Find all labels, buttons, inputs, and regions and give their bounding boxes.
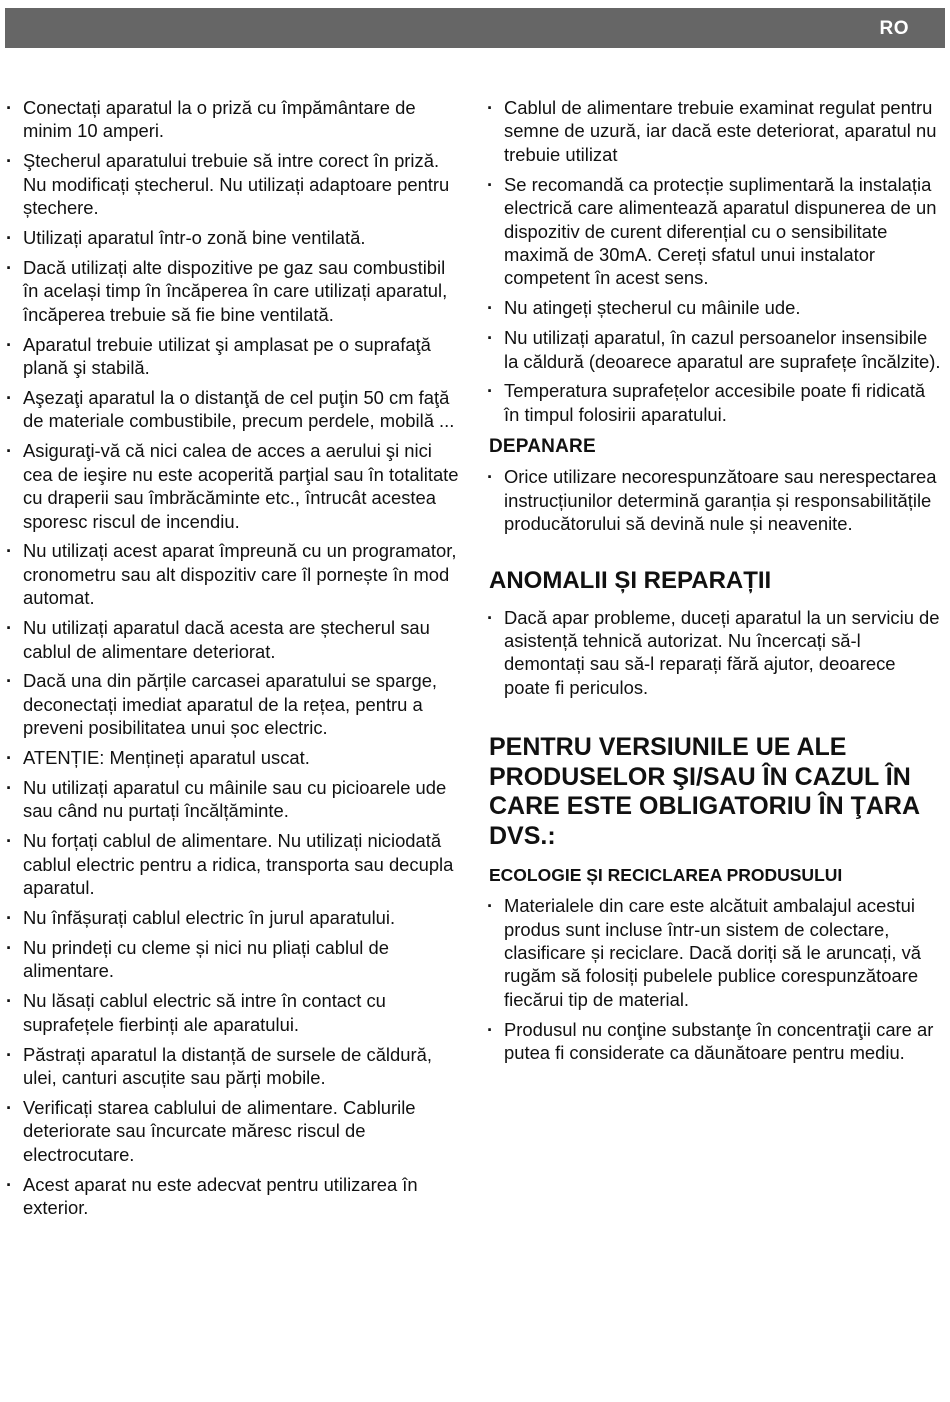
list-item: · Nu înfășurați cablul electric în jurul aparatului.	[6, 906, 462, 929]
list-item: · Temperatura suprafețelor accesibile poate fi ridicată în timpul folosirii aparatului.	[487, 379, 943, 426]
list-item: · Cablul de alimentare trebuie examinat regulat pentru semne de uzură, iar dacă este deteriorat, aparatul nu trebuie utilizat	[487, 96, 943, 166]
list-item: · Nu prindeți cu cleme și nici nu pliați cablul de alimentare.	[6, 936, 462, 983]
list-item: · Nu utilizați aparatul cu mâinile sau cu picioarele ude sau când nu purtați încălțăminte.	[6, 776, 462, 823]
anomalii-list	[487, 606, 943, 700]
list-item: · Nu lăsați cablul electric să intre în contact cu suprafețele fierbinți ale aparatului.	[6, 989, 462, 1036]
list-item: · Ştecherul aparatului trebuie să intre corect în priză. Nu modificați ștecherul. Nu utilizați adaptoare pentru ștechere.	[6, 149, 462, 219]
list-item: · Dacă utilizați alte dispozitive pe gaz sau combustibil în același timp în încăperea în care utilizați aparatul, încăperea trebuie să fie bine ventilată.	[6, 256, 462, 326]
ecologie-heading: ECOLOGIE ȘI RECICLAREA PRODUSULUI	[489, 865, 843, 886]
header-bar	[5, 8, 945, 48]
list-item: · Aşezaţi aparatul la o distanţă de cel puţin 50 cm faţă de materiale combustibile, precum perdele, mobilă ...	[6, 386, 462, 433]
anomalii-heading: ANOMALII ȘI REPARAȚII	[489, 566, 772, 594]
list-item: · Dacă una din părțile carcasei aparatului se sparge, deconectați imediat aparatul de la rețea, pentru a preveni posibilitatea unui șoc electric.	[6, 669, 462, 739]
ecologie-list	[487, 894, 943, 1064]
list-item: · Nu atingeți ștecherul cu mâinile ude.	[487, 296, 943, 319]
depanare-heading: DEPANARE	[489, 436, 596, 458]
right-column	[487, 96, 943, 1071]
list-item: · Nu utilizați aparatul, în cazul persoanelor insensibile la căldură (deoarece aparatul are suprafețe încălzite).	[487, 326, 943, 373]
safety-list	[6, 96, 462, 1219]
list-item: · Asiguraţi-vă că nici calea de acces a aerului şi nici cea de ieşire nu este acoperită parţial sau în totalitate cu draperii sau îmbrăcăminte etc., întrucât acestea sporesc riscul de incendiu.	[6, 439, 462, 533]
list-item: · ATENȚIE: Mențineți aparatul uscat.	[6, 746, 462, 769]
list-item: · Se recomandă ca protecție suplimentară la instalația electrică care alimentează aparatul dispunerea de un dispozitiv de curent diferențial cu o sensibilitate maximă de 30mA. Cereți sfatul unui instalator competent în acest sens.	[487, 173, 943, 290]
list-item: · Nu forțați cablul de alimentare. Nu utilizați niciodată cablul electric pentru a ridica, transporta sau decupla aparatul.	[6, 829, 462, 899]
list-item: · Materialele din care este alcătuit ambalajul acestui produs sunt incluse într-un sistem de colectare, clasificare și reciclare. Dacă doriți să le aruncați, vă rugăm să folosiți pubelele publice corespunzătoare fiecărui tip de material.	[487, 894, 943, 1011]
list-item: · Utilizați aparatul într-o zonă bine ventilată.	[6, 226, 462, 249]
depanare-list	[487, 465, 943, 535]
list-item: · Dacă apar probleme, duceți aparatul la un serviciu de asistență tehnică autorizat. Nu încercați să-l demontați sau să-l reparați fără ajutor, deoarece poate fi periculos.	[487, 606, 943, 700]
list-item: · Aparatul trebuie utilizat şi amplasat pe o suprafaţă plană şi stabilă.	[6, 333, 462, 380]
list-item: · Conectați aparatul la o priză cu împământare de minim 10 amperi.	[6, 96, 462, 143]
eu-versions-heading: PENTRU VERSIUNILE UE ALE PRODUSELOR ŞI/SAU ÎN CAZUL ÎN CARE ESTE OBLIGATORIU ÎN ŢARA DVS.:	[489, 733, 920, 850]
left-column	[6, 96, 462, 1226]
list-item: · Produsul nu conţine substanţe în concentraţii care ar putea fi considerate ca dăunătoare pentru mediu.	[487, 1018, 943, 1065]
list-item: · Orice utilizare necorespunzătoare sau nerespectarea instrucțiunilor determină garanția și responsabilitățile producătorului să devină nule și neavenite.	[487, 465, 943, 535]
list-item: · Nu utilizați acest aparat împreună cu un programator, cronometru sau alt dispozitiv care îl pornește în mod automat.	[6, 539, 462, 609]
list-item: · Păstrați aparatul la distanță de sursele de căldură, ulei, canturi ascuțite sau părți mobile.	[6, 1043, 462, 1090]
language-code: RO	[879, 18, 909, 39]
list-item: · Acest aparat nu este adecvat pentru utilizarea în exterior.	[6, 1173, 462, 1220]
list-item: · Nu utilizați aparatul dacă acesta are ștecherul sau cablul de alimentare deteriorat.	[6, 616, 462, 663]
safety-list-continued	[487, 96, 943, 426]
list-item: · Verificați starea cablului de alimentare. Cablurile deteriorate sau încurcate măresc riscul de electrocutare.	[6, 1096, 462, 1166]
